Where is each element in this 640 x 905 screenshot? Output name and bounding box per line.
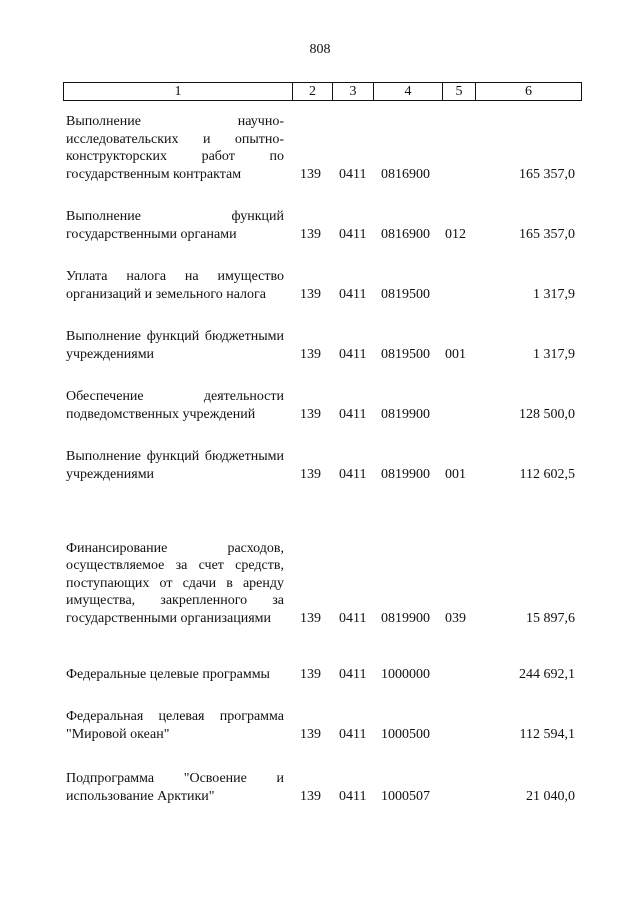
row-code-col4: 1000500 [381, 726, 430, 742]
header-col-1: 1 [174, 84, 182, 99]
row-code-col3: 0411 [339, 788, 367, 804]
row-code-col2: 139 [300, 286, 321, 302]
row-code-col3: 0411 [339, 226, 367, 242]
row-code-col3: 0411 [339, 166, 367, 182]
table-row [0, 690, 640, 743]
row-code-col2: 139 [300, 226, 321, 242]
table-row [0, 100, 640, 183]
row-amount: 165 357,0 [519, 166, 575, 182]
row-amount: 244 692,1 [519, 666, 575, 682]
row-amount: 165 357,0 [519, 226, 575, 242]
row-code-col2: 139 [300, 166, 321, 182]
row-code-col4: 0816900 [381, 166, 430, 182]
row-code-col4: 0819900 [381, 466, 430, 482]
row-description: Федеральные целевые программы [66, 666, 270, 682]
row-code-col4: 0819500 [381, 346, 430, 362]
row-description: Обеспечение деятельности подведомственных учреждений [66, 389, 284, 422]
row-code-col3: 0411 [339, 666, 367, 682]
row-amount: 1 317,9 [533, 346, 575, 362]
row-code-col2: 139 [300, 610, 321, 626]
row-code-col4: 1000000 [381, 666, 430, 682]
row-code-col2: 139 [300, 406, 321, 422]
row-amount: 15 897,6 [526, 610, 575, 626]
row-code-col5: 001 [445, 466, 466, 482]
row-code-col4: 0816900 [381, 226, 430, 242]
table-row [0, 510, 640, 627]
row-description: Уплата налога на имущество организаций и земельного налога [66, 269, 284, 302]
row-description: Подпрограмма "Освоение и использование Арктики" [66, 771, 284, 804]
row-description: Выполнение научно-исследовательских и опытно-конструкторских работ по государственным контрактам [66, 114, 284, 182]
row-code-col3: 0411 [339, 286, 367, 302]
row-code-col2: 139 [300, 726, 321, 742]
table-row [0, 752, 640, 805]
table-row [0, 430, 640, 483]
row-description: Выполнение функций бюджетными учреждениями [66, 449, 284, 482]
table-row [0, 310, 640, 363]
row-amount: 1 317,9 [533, 286, 575, 302]
row-code-col5: 039 [445, 610, 466, 626]
row-code-col3: 0411 [339, 346, 367, 362]
row-code-col5: 001 [445, 346, 466, 362]
row-code-col3: 0411 [339, 466, 367, 482]
header-col-4: 4 [404, 84, 412, 99]
table-row [0, 370, 640, 423]
row-code-col4: 0819900 [381, 610, 430, 626]
header-col-6: 6 [525, 84, 532, 99]
row-amount: 21 040,0 [526, 788, 575, 804]
row-code-col3: 0411 [339, 406, 367, 422]
row-code-col4: 1000507 [381, 788, 430, 804]
row-code-col3: 0411 [339, 726, 367, 742]
row-code-col2: 139 [300, 666, 321, 682]
table-row [0, 250, 640, 303]
header-col-2: 2 [309, 84, 316, 99]
row-code-col4: 0819500 [381, 286, 430, 302]
table-row [0, 630, 640, 683]
row-amount: 112 602,5 [519, 466, 575, 482]
row-code-col2: 139 [300, 346, 321, 362]
row-description: Выполнение функций бюджетными учреждениями [66, 329, 284, 362]
header-col-3: 3 [349, 84, 357, 99]
row-code-col3: 0411 [339, 610, 367, 626]
row-code-col2: 139 [300, 466, 321, 482]
row-description: Федеральная целевая программа "Мировой океан" [66, 709, 284, 742]
row-amount: 128 500,0 [519, 406, 575, 422]
row-description: Выполнение функций государственными органами [66, 209, 284, 242]
row-code-col4: 0819900 [381, 406, 430, 422]
table-header [63, 82, 582, 101]
page-number: 808 [309, 42, 331, 57]
row-description: Финансирование расходов, осуществляемое за счет средств, поступающих от сдачи в аренду имущества, закрепленного за государственными организациями [66, 540, 284, 626]
row-code-col2: 139 [300, 788, 321, 804]
header-col-5: 5 [455, 84, 463, 99]
row-amount: 112 594,1 [519, 726, 575, 742]
row-code-col5: 012 [445, 226, 466, 242]
table-row [0, 190, 640, 243]
